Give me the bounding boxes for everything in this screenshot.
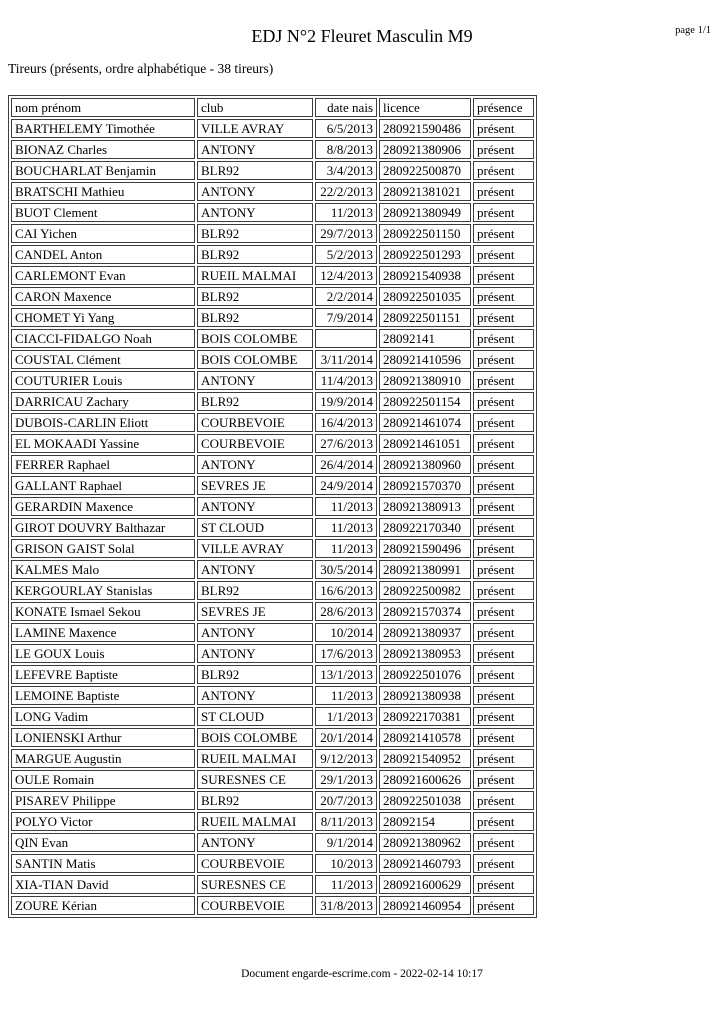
cell-date-nais: 11/2013 — [315, 497, 377, 516]
cell-name: CARLEMONT Evan — [11, 266, 195, 285]
cell-name: KONATE Ismael Sekou — [11, 602, 195, 621]
cell-date-nais: 31/8/2013 — [315, 896, 377, 915]
cell-date-nais: 24/9/2014 — [315, 476, 377, 495]
table-row — [11, 287, 534, 306]
table-row — [11, 308, 534, 327]
cell-presence: présent — [473, 665, 534, 684]
cell-presence: présent — [473, 791, 534, 810]
tireurs-table — [8, 95, 537, 918]
cell-club: VILLE AVRAY — [197, 539, 313, 558]
cell-club: COURBEVOIE — [197, 854, 313, 873]
cell-club: BLR92 — [197, 308, 313, 327]
table-row — [11, 644, 534, 663]
cell-club: RUEIL MALMAI — [197, 749, 313, 768]
cell-licence: 280921380962 — [379, 833, 471, 852]
cell-date-nais: 3/11/2014 — [315, 350, 377, 369]
table-row — [11, 686, 534, 705]
cell-club: SURESNES CE — [197, 770, 313, 789]
cell-name: BARTHELEMY Timothée — [11, 119, 195, 138]
cell-date-nais: 7/9/2014 — [315, 308, 377, 327]
cell-date-nais — [315, 329, 377, 348]
cell-presence: présent — [473, 539, 534, 558]
cell-club: ANTONY — [197, 497, 313, 516]
cell-date-nais: 16/6/2013 — [315, 581, 377, 600]
cell-presence: présent — [473, 560, 534, 579]
cell-name: CANDEL Anton — [11, 245, 195, 264]
cell-presence: présent — [473, 329, 534, 348]
cell-club: RUEIL MALMAI — [197, 266, 313, 285]
cell-club: COURBEVOIE — [197, 896, 313, 915]
cell-licence: 280921380991 — [379, 560, 471, 579]
cell-date-nais: 29/7/2013 — [315, 224, 377, 243]
cell-date-nais: 9/12/2013 — [315, 749, 377, 768]
cell-name: CAI Yichen — [11, 224, 195, 243]
table-row — [11, 497, 534, 516]
cell-presence: présent — [473, 203, 534, 222]
cell-name: CARON Maxence — [11, 287, 195, 306]
cell-club: COURBEVOIE — [197, 413, 313, 432]
cell-licence: 280921461074 — [379, 413, 471, 432]
cell-club: COURBEVOIE — [197, 434, 313, 453]
cell-licence: 280922500982 — [379, 581, 471, 600]
page-number-label: page 1/1 — [675, 25, 711, 36]
column-header-nom-prenom: nom prénom — [11, 98, 195, 117]
cell-club: RUEIL MALMAI — [197, 812, 313, 831]
cell-presence: présent — [473, 518, 534, 537]
cell-presence: présent — [473, 350, 534, 369]
cell-club: ANTONY — [197, 140, 313, 159]
cell-licence: 280921380937 — [379, 623, 471, 642]
cell-name: GRISON GAIST Solal — [11, 539, 195, 558]
cell-date-nais: 9/1/2014 — [315, 833, 377, 852]
cell-presence: présent — [473, 644, 534, 663]
cell-name: OULE Romain — [11, 770, 195, 789]
cell-licence: 280921380960 — [379, 455, 471, 474]
cell-name: BUOT Clement — [11, 203, 195, 222]
cell-date-nais: 19/9/2014 — [315, 392, 377, 411]
cell-licence: 280921460793 — [379, 854, 471, 873]
cell-licence: 280921380910 — [379, 371, 471, 390]
cell-licence: 280921590486 — [379, 119, 471, 138]
column-header-licence: licence — [379, 98, 471, 117]
cell-licence: 280922500870 — [379, 161, 471, 180]
cell-licence: 280921380938 — [379, 686, 471, 705]
cell-date-nais: 20/1/2014 — [315, 728, 377, 747]
cell-club: ANTONY — [197, 371, 313, 390]
cell-date-nais: 8/11/2013 — [315, 812, 377, 831]
table-row — [11, 728, 534, 747]
cell-name: ZOURE Kérian — [11, 896, 195, 915]
cell-name: DUBOIS-CARLIN Eliott — [11, 413, 195, 432]
section-heading-tireurs: Tireurs (présents, ordre alphabétique - 38 tireurs) — [8, 61, 274, 76]
cell-presence: présent — [473, 770, 534, 789]
tireurs-table-body — [11, 119, 534, 915]
cell-club: BLR92 — [197, 791, 313, 810]
cell-name: QIN Evan — [11, 833, 195, 852]
cell-date-nais: 17/6/2013 — [315, 644, 377, 663]
cell-club: ST CLOUD — [197, 518, 313, 537]
cell-name: BRATSCHI Mathieu — [11, 182, 195, 201]
cell-presence: présent — [473, 434, 534, 453]
cell-presence: présent — [473, 812, 534, 831]
cell-date-nais: 29/1/2013 — [315, 770, 377, 789]
cell-name: LEFEVRE Baptiste — [11, 665, 195, 684]
table-row — [11, 413, 534, 432]
table-row — [11, 812, 534, 831]
cell-club: SEVRES JE — [197, 476, 313, 495]
cell-presence: présent — [473, 308, 534, 327]
cell-club: ANTONY — [197, 455, 313, 474]
table-row — [11, 266, 534, 285]
cell-club: BOIS COLOMBE — [197, 350, 313, 369]
column-header-presence: présence — [473, 98, 534, 117]
cell-date-nais: 20/7/2013 — [315, 791, 377, 810]
cell-licence: 280921381021 — [379, 182, 471, 201]
cell-presence: présent — [473, 707, 534, 726]
cell-presence: présent — [473, 749, 534, 768]
cell-date-nais: 11/2013 — [315, 203, 377, 222]
table-row — [11, 119, 534, 138]
cell-club: ANTONY — [197, 560, 313, 579]
cell-licence: 280921540938 — [379, 266, 471, 285]
cell-presence: présent — [473, 140, 534, 159]
cell-club: ANTONY — [197, 203, 313, 222]
cell-presence: présent — [473, 833, 534, 852]
cell-name: BOUCHARLAT Benjamin — [11, 161, 195, 180]
cell-licence: 280921410596 — [379, 350, 471, 369]
cell-date-nais: 11/2013 — [315, 539, 377, 558]
cell-club: BLR92 — [197, 245, 313, 264]
table-row — [11, 749, 534, 768]
cell-presence: présent — [473, 287, 534, 306]
cell-name: FERRER Raphael — [11, 455, 195, 474]
cell-date-nais: 11/4/2013 — [315, 371, 377, 390]
table-row — [11, 329, 534, 348]
table-row — [11, 371, 534, 390]
cell-licence: 280922501035 — [379, 287, 471, 306]
cell-presence: présent — [473, 854, 534, 873]
cell-date-nais: 8/8/2013 — [315, 140, 377, 159]
table-header-row — [11, 98, 534, 117]
table-row — [11, 791, 534, 810]
cell-presence: présent — [473, 581, 534, 600]
cell-presence: présent — [473, 686, 534, 705]
cell-date-nais: 6/5/2013 — [315, 119, 377, 138]
cell-club: ST CLOUD — [197, 707, 313, 726]
cell-club: ANTONY — [197, 182, 313, 201]
cell-licence: 280922501293 — [379, 245, 471, 264]
cell-name: DARRICAU Zachary — [11, 392, 195, 411]
cell-licence: 280921590496 — [379, 539, 471, 558]
table-row — [11, 560, 534, 579]
cell-club: BOIS COLOMBE — [197, 728, 313, 747]
cell-club: ANTONY — [197, 644, 313, 663]
cell-date-nais: 10/2013 — [315, 854, 377, 873]
cell-presence: présent — [473, 392, 534, 411]
table-row — [11, 581, 534, 600]
cell-name: LE GOUX Louis — [11, 644, 195, 663]
cell-presence: présent — [473, 371, 534, 390]
cell-licence: 280921600629 — [379, 875, 471, 894]
cell-presence: présent — [473, 602, 534, 621]
cell-licence: 280922170340 — [379, 518, 471, 537]
cell-date-nais: 12/4/2013 — [315, 266, 377, 285]
table-row — [11, 434, 534, 453]
cell-club: SURESNES CE — [197, 875, 313, 894]
cell-date-nais: 1/1/2013 — [315, 707, 377, 726]
cell-club: BLR92 — [197, 224, 313, 243]
cell-licence: 280922501154 — [379, 392, 471, 411]
cell-licence: 280921380913 — [379, 497, 471, 516]
cell-date-nais: 11/2013 — [315, 875, 377, 894]
table-row — [11, 539, 534, 558]
cell-presence: présent — [473, 413, 534, 432]
cell-licence: 280921570370 — [379, 476, 471, 495]
cell-date-nais: 30/5/2014 — [315, 560, 377, 579]
document-footer: Document engarde-escrime.com - 2022-02-14 10:17 — [241, 968, 483, 980]
table-row — [11, 854, 534, 873]
column-header-club: club — [197, 98, 313, 117]
cell-licence: 280922501076 — [379, 665, 471, 684]
table-row — [11, 875, 534, 894]
cell-name: KALMES Malo — [11, 560, 195, 579]
table-row — [11, 245, 534, 264]
table-row — [11, 476, 534, 495]
cell-name: CIACCI-FIDALGO Noah — [11, 329, 195, 348]
table-row — [11, 455, 534, 474]
cell-presence: présent — [473, 266, 534, 285]
cell-presence: présent — [473, 728, 534, 747]
cell-licence: 280921380953 — [379, 644, 471, 663]
cell-name: BIONAZ Charles — [11, 140, 195, 159]
table-row — [11, 602, 534, 621]
cell-club: VILLE AVRAY — [197, 119, 313, 138]
cell-name: LONIENSKI Arthur — [11, 728, 195, 747]
cell-name: XIA-TIAN David — [11, 875, 195, 894]
table-row — [11, 518, 534, 537]
cell-licence: 280921461051 — [379, 434, 471, 453]
cell-name: LONG Vadim — [11, 707, 195, 726]
cell-name: GERARDIN Maxence — [11, 497, 195, 516]
table-row — [11, 623, 534, 642]
cell-date-nais: 10/2014 — [315, 623, 377, 642]
cell-club: BLR92 — [197, 287, 313, 306]
tireurs-table-header — [11, 98, 534, 117]
cell-licence: 280921380949 — [379, 203, 471, 222]
table-row — [11, 770, 534, 789]
table-row — [11, 161, 534, 180]
cell-presence: présent — [473, 161, 534, 180]
cell-presence: présent — [473, 119, 534, 138]
cell-date-nais: 11/2013 — [315, 518, 377, 537]
cell-club: ANTONY — [197, 623, 313, 642]
cell-presence: présent — [473, 497, 534, 516]
cell-date-nais: 26/4/2014 — [315, 455, 377, 474]
cell-name: MARGUE Augustin — [11, 749, 195, 768]
cell-licence: 280921540952 — [379, 749, 471, 768]
cell-presence: présent — [473, 476, 534, 495]
cell-presence: présent — [473, 224, 534, 243]
cell-licence: 280922501150 — [379, 224, 471, 243]
cell-presence: présent — [473, 245, 534, 264]
cell-licence: 280921570374 — [379, 602, 471, 621]
cell-presence: présent — [473, 896, 534, 915]
cell-club: BLR92 — [197, 581, 313, 600]
cell-name: EL MOKAADI Yassine — [11, 434, 195, 453]
table-row — [11, 203, 534, 222]
cell-licence: 280921380906 — [379, 140, 471, 159]
cell-presence: présent — [473, 455, 534, 474]
table-row — [11, 665, 534, 684]
cell-date-nais: 27/6/2013 — [315, 434, 377, 453]
cell-date-nais: 22/2/2013 — [315, 182, 377, 201]
cell-date-nais: 5/2/2013 — [315, 245, 377, 264]
table-row — [11, 896, 534, 915]
cell-date-nais: 13/1/2013 — [315, 665, 377, 684]
cell-licence: 280922501038 — [379, 791, 471, 810]
column-header-date-nais: date nais — [315, 98, 377, 117]
cell-date-nais: 28/6/2013 — [315, 602, 377, 621]
cell-club: BLR92 — [197, 161, 313, 180]
table-row — [11, 140, 534, 159]
cell-date-nais: 11/2013 — [315, 686, 377, 705]
cell-licence: 28092141 — [379, 329, 471, 348]
cell-presence: présent — [473, 875, 534, 894]
cell-date-nais: 3/4/2013 — [315, 161, 377, 180]
cell-club: BOIS COLOMBE — [197, 329, 313, 348]
table-row — [11, 182, 534, 201]
page-title: EDJ N°2 Fleuret Masculin M9 — [251, 26, 473, 46]
cell-date-nais: 16/4/2013 — [315, 413, 377, 432]
cell-presence: présent — [473, 182, 534, 201]
cell-club: SEVRES JE — [197, 602, 313, 621]
cell-date-nais: 2/2/2014 — [315, 287, 377, 306]
cell-club: BLR92 — [197, 392, 313, 411]
cell-licence: 28092154 — [379, 812, 471, 831]
cell-name: GALLANT Raphael — [11, 476, 195, 495]
cell-name: COUSTAL Clément — [11, 350, 195, 369]
cell-licence: 280921460954 — [379, 896, 471, 915]
cell-licence: 280921410578 — [379, 728, 471, 747]
cell-name: COUTURIER Louis — [11, 371, 195, 390]
cell-licence: 280922501151 — [379, 308, 471, 327]
cell-name: LAMINE Maxence — [11, 623, 195, 642]
cell-name: POLYO Victor — [11, 812, 195, 831]
cell-name: SANTIN Matis — [11, 854, 195, 873]
cell-name: CHOMET Yi Yang — [11, 308, 195, 327]
table-row — [11, 350, 534, 369]
table-row — [11, 833, 534, 852]
cell-name: LEMOINE Baptiste — [11, 686, 195, 705]
table-row — [11, 392, 534, 411]
cell-club: ANTONY — [197, 686, 313, 705]
table-row — [11, 707, 534, 726]
cell-club: BLR92 — [197, 665, 313, 684]
cell-name: KERGOURLAY Stanislas — [11, 581, 195, 600]
cell-licence: 280921600626 — [379, 770, 471, 789]
cell-presence: présent — [473, 623, 534, 642]
cell-name: GIROT DOUVRY Balthazar — [11, 518, 195, 537]
table-row — [11, 224, 534, 243]
cell-name: PISAREV Philippe — [11, 791, 195, 810]
cell-licence: 280922170381 — [379, 707, 471, 726]
cell-club: ANTONY — [197, 833, 313, 852]
